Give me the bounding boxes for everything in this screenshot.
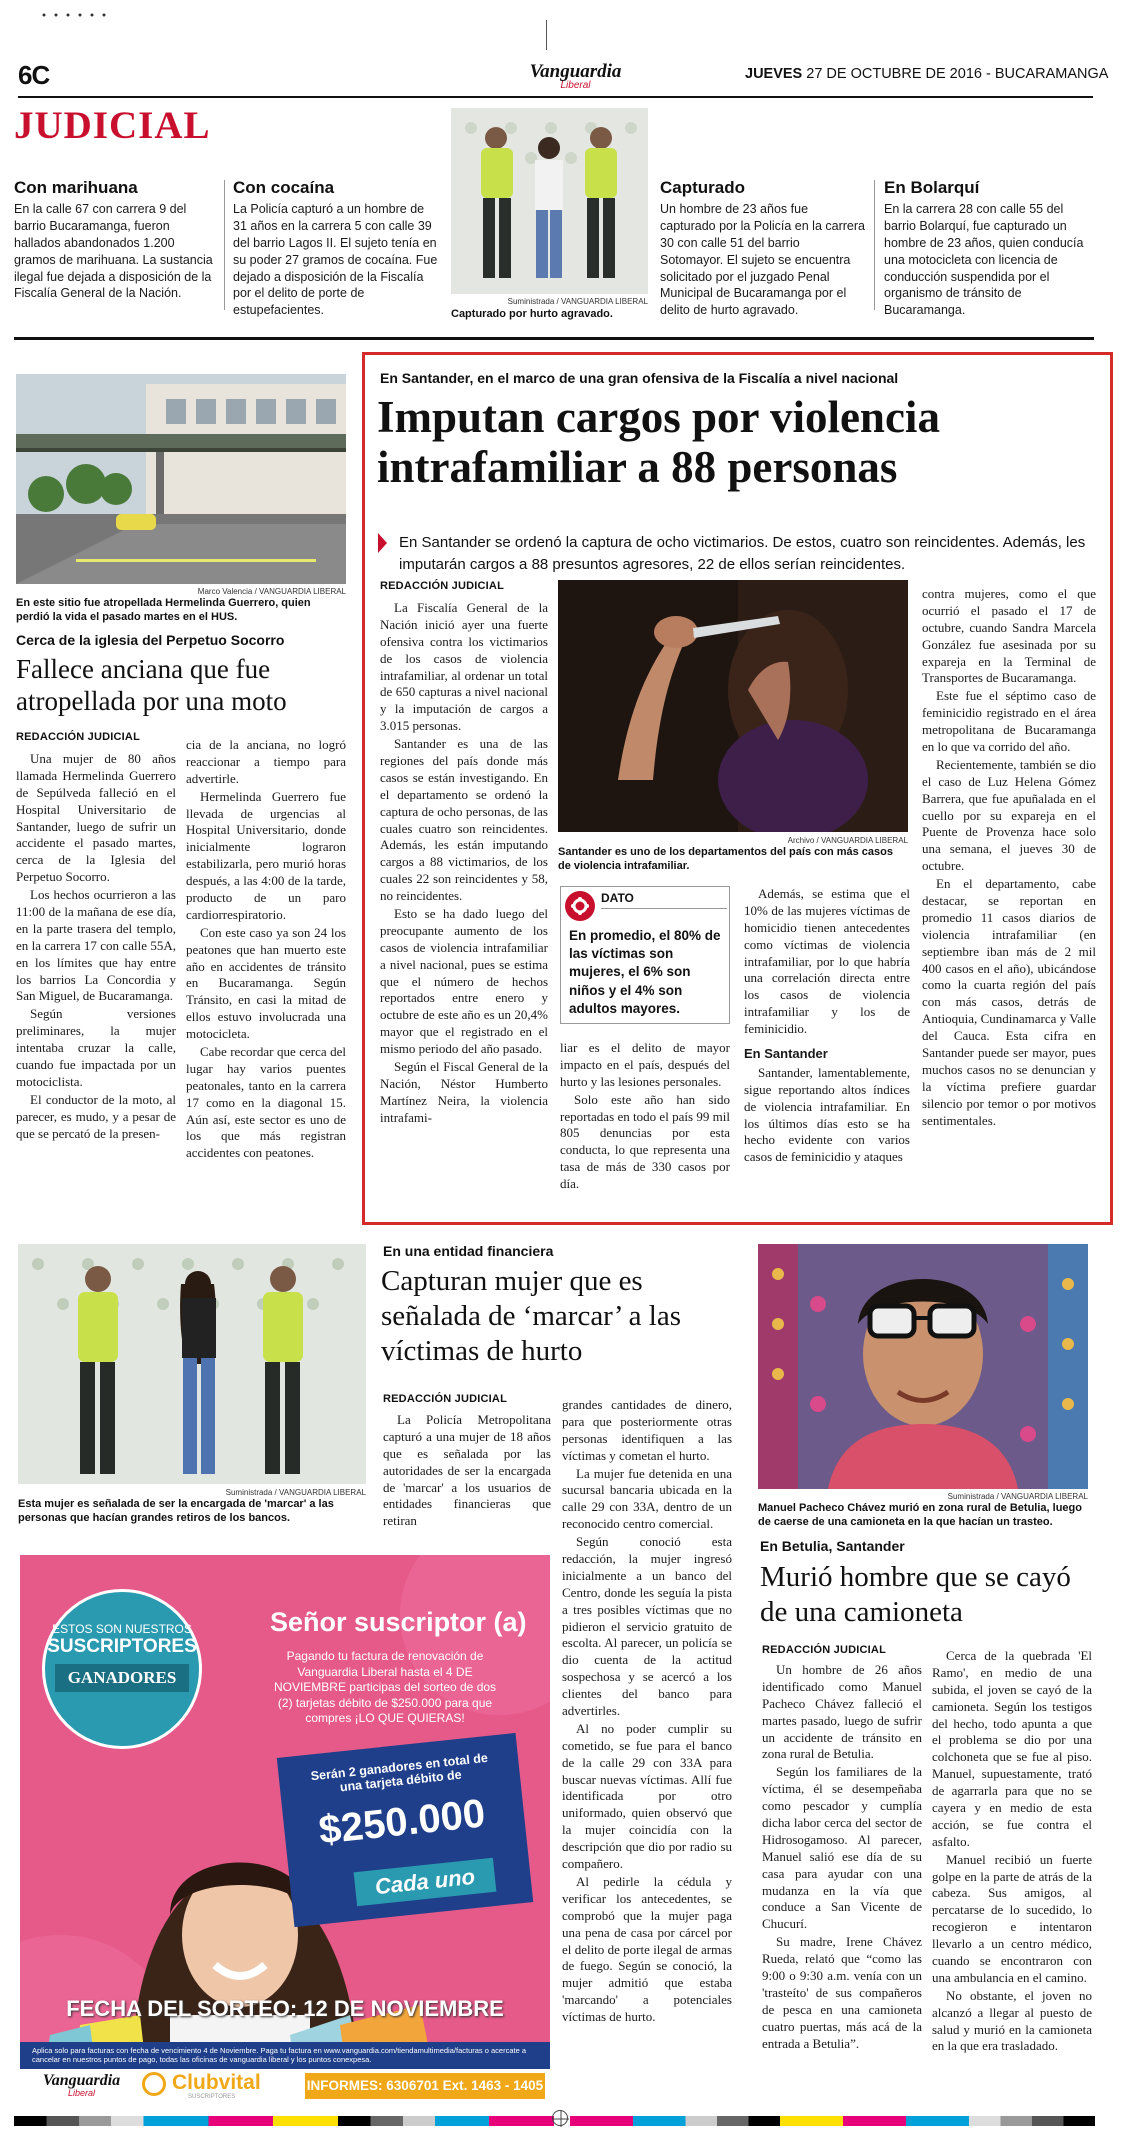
date-line bbox=[745, 66, 1108, 82]
photo-caption: En este sitio fue atropellada Hermelinda Guerrero, quien perdió la vida el pasado martes en el HUS. bbox=[16, 597, 311, 623]
photo-credit: Archivo / VANGUARDIA LIBERAL bbox=[787, 836, 908, 845]
subhead: En Santander bbox=[744, 1046, 828, 1062]
main-headline bbox=[377, 392, 1097, 493]
vanguardia-logo: Vanguardia Liberal bbox=[42, 2072, 121, 2098]
crosshair-mark bbox=[552, 2110, 568, 2126]
brief-text: En la carrera 28 con calle 55 del barrio Bolarquí, fue capturado un hombre de 23 años, quien conducía una motocicleta con licencia de conducción suspendida por el organismo de tránsito de Bucaramanga. bbox=[884, 202, 1084, 318]
draw-date: FECHA DEL SORTEO: 12 DE NOVIEMBRE bbox=[66, 1996, 504, 2021]
paragraph: Al no poder cumplir su cometido, se fue para el banco de la calle 29 con 33A para buscar nuevas víctimas. Allí fue identificada por otro uniformado, quien observó que la mujer coincidía con la descripción que dio por radio su compañero. bbox=[562, 1720, 732, 1872]
column-divider bbox=[224, 180, 225, 310]
theft-column-2 bbox=[562, 1397, 732, 2027]
photo-credit: Suministrada / VANGUARDIA LIBERAL bbox=[225, 1488, 366, 1497]
color-registration-bar bbox=[570, 2116, 1095, 2126]
story-byline: REDACCIÓN JUDICIAL bbox=[16, 731, 140, 743]
theft-column-1 bbox=[383, 1412, 551, 1531]
brief-capturado bbox=[660, 178, 865, 319]
paragraph: Solo este año han sido reportadas en todo el país 99 mil 805 denuncias por esta conducta, lo que representa una tasa de más de 330 casos por día. bbox=[560, 1091, 730, 1192]
prize-each: Cada uno bbox=[354, 1858, 497, 1906]
brief-title: Capturado bbox=[660, 178, 745, 197]
main-column-2 bbox=[560, 1040, 730, 1194]
paragraph: En el departamento, cabe destacar, se reportan en promedio 11 casos diarios de violencia intrafamiliar (en septiembre iban más de 2 mil 400 casos en el año), ubicándose como la cuarta región del país con más casos, detrás de Antioquia, Cundinamarca y Valle del Cauca. Esta cifra en Santander puede ser mayor, pues muchos casos no se denuncian y la víctima prefiere guardar silencio por temor o por motivos sentimentales. bbox=[922, 876, 1096, 1128]
photo-caption: Santander es uno de los departamentos del país con más casos de violencia intrafamiliar. bbox=[558, 846, 893, 872]
paragraph: La Fiscalía General de la Nación inició ayer una fuerte ofensiva contra los victimarios de los casos de violencia intrafamiliar, al ordenar un total de 650 capturas a nivel nacional y la imputación de cargos a 3.015 personas. bbox=[380, 600, 548, 734]
paragraph: Los hechos ocurrieron a las 11:00 de la mañana de ese día, en la parte trasera del templo, en la carrera 17 con calle 55A, en los límites que hay entre los barrios La Concordia y San Miguel, de Bucaramanga. bbox=[16, 887, 176, 1004]
crop-mark bbox=[546, 20, 547, 50]
paragraph: Su madre, Irene Chávez Rueda, relató que “como las 9:00 o 9:30 a.m. venía con un 'trasteíto' de sus compañeros de pesca en una camioneta cuatro puertas, más acá de la entrada a Betulia”. bbox=[762, 1934, 922, 2051]
paragraph: grandes cantidades de dinero, para que posteriormente otras personas identifiquen a las víctimas y cometan el hurto. bbox=[562, 1397, 732, 1463]
paragraph: Cerca de la quebrada 'El Ramo', en medio de una subida, el joven se cayó de la camioneta. Según los testigos del hecho, todo apunta a que el problema se dio por una colchoneta que se fue al piso. Manuel, supuestamente, trató de agarrarla para que no se cayera y en medio de esta acción, se fue contra el asfalto. bbox=[932, 1648, 1092, 1849]
section-title: JUDICIAL bbox=[14, 104, 211, 147]
photo-credit: Suministrada / VANGUARDIA LIBERAL bbox=[947, 1492, 1088, 1501]
clubvital-name: Clubvital bbox=[172, 2071, 261, 2094]
dato-icon bbox=[565, 891, 595, 921]
photo-capturado bbox=[451, 108, 648, 294]
date-day: JUEVES bbox=[745, 66, 803, 82]
main-column-4 bbox=[922, 586, 1096, 1131]
story-column-2 bbox=[186, 737, 346, 1163]
paragraph: Hermelinda Guerrero fue llevada de urgencias al Hospital Universitario, donde inicialmente lograron estabilizarla, pero murió horas después, a las 4:00 de la tarde, producto de un paro cardiorrespiratorio. bbox=[186, 788, 346, 922]
paragraph: Al pedirle la cédula y verificar los antecedentes, se comprobó que la mujer paga una pena de casa por cárcel por el delito de porte ilegal de armas de fuego. Según se conoció, la mujer admitió que estaba 'marcando' a potenciales víctimas de hurto. bbox=[562, 1873, 732, 2025]
betulia-headline: Murió hombre que se cayó de una camioneta bbox=[760, 1561, 1071, 1628]
photo-credit: Marco Valencia / VANGUARDIA LIBERAL bbox=[197, 587, 346, 596]
ad-title: Señor suscriptor (a) bbox=[270, 1607, 527, 1637]
betulia-column-1 bbox=[762, 1662, 922, 2053]
betulia-kicker: En Betulia, Santander bbox=[760, 1538, 905, 1554]
photo-violencia bbox=[558, 580, 908, 832]
main-byline: REDACCIÓN JUDICIAL bbox=[380, 580, 504, 592]
main-kicker: En Santander, en el marco de una gran ofensiva de la Fiscalía a nivel nacional bbox=[380, 370, 899, 386]
story-headline: Fallece anciana que fue atropellada por una moto bbox=[16, 654, 287, 716]
ad-footer bbox=[20, 2069, 550, 2103]
paragraph: Según los familiares de la víctima, él se desempeñaba como pescador y cumplía dicha labor cerca del sector de Hidrosogamoso. Al parecer, Manuel salió ese día de su casa para ayudar con una mudanza en la vía que conduce a San Vicente de Chucurí. bbox=[762, 1764, 922, 1932]
paragraph: El conductor de la moto, al parecer, es mudo, y a pesar de que se percató de la presen- bbox=[16, 1091, 176, 1141]
headline-line: Imputan cargos por violencia bbox=[377, 392, 940, 442]
story-kicker: Cerca de la iglesia del Perpetuo Socorro bbox=[16, 632, 285, 648]
paragraph: Este fue el séptimo caso de feminicidio registrado en el área metropolitana de Bucaramanga en lo que va corrido del año. bbox=[922, 688, 1096, 755]
section-rule bbox=[14, 337, 1094, 340]
ad-contact: INFORMES: 6306701 Ext. 1463 - 1405 bbox=[305, 2073, 545, 2099]
paragraph: Según conoció esta redacción, la mujer ingresó inicialmente a un banco del Centro, donde les seguía la pista a tres posibles víctimas que no pidieron el servicio gratuito de escolta. Al parecer, un policía se dio cuenta de la actitud sospechosa y se acercó a los clientes del banco para advertirles. bbox=[562, 1534, 732, 1719]
paragraph: Un hombre de 26 años identificado como Manuel Pacheco Chávez falleció el martes pasado, luego de sufrir un accidente de tránsito en zona rural de Betulia. bbox=[762, 1662, 922, 1762]
badge-line: SUSCRIPTORES bbox=[47, 1636, 197, 1657]
paragraph: Manuel recibió un fuerte golpe en la parte de atrás de la cabeza. Sus amigos, al percatarse de lo sucedido, lo recogieron e intentaron llevarlo a un centro médico, cuando se encontraron con una ambulancia en el camino. bbox=[932, 1851, 1092, 1985]
brief-text: La Policía capturó a un hombre de 31 años en la carrera 5 con calle 39 del barrio Lagos II. El sujeto tenía en su poder 27 gramos de cocaína. Fue dejado a disposición de la Fiscalía por el delito de porte de estupefacientes. bbox=[233, 202, 438, 318]
clubvital-sub: SUSCRIPTORES bbox=[188, 2094, 236, 2100]
dato-box bbox=[560, 886, 730, 1024]
subscriber-ad[interactable] bbox=[20, 1555, 550, 2103]
paragraph: Según versiones preliminares, la mujer intentaba cruzar la calle, cuando fue impactada por un motociclista. bbox=[16, 1006, 176, 1089]
photo-caption: Esta mujer es señalada de ser la encargada de 'marcar' a las personas que hacían grandes retiros de los bancos. bbox=[18, 1498, 334, 1524]
paragraph: La Policía Metropolitana capturó a una mujer de 18 años que es señalada por las autoridades de ser la encargada de 'marcar' a los usuarios de entidades financieras que retiran bbox=[383, 1412, 551, 1529]
dato-text: En promedio, el 80% de las víctimas son mujeres, el 6% son niños y el 4% son adultos mayores. bbox=[569, 928, 721, 1016]
clubvital-icon bbox=[142, 2072, 166, 2096]
brief-text: En la calle 67 con carrera 9 del barrio Bucaramanga, fueron hallados abandonados 1.200 gramos de marihuana. La sustancia ilegal fue dejada a disposición de la Fiscalía General de la Nación. bbox=[14, 202, 213, 301]
prize-line: Serán 2 ganadores en total de una tarjeta débito de bbox=[310, 1750, 489, 1795]
prize-amount: $250.000 bbox=[316, 1791, 488, 1853]
paragraph: Con este caso ya son 24 los peatones que han muerto este año en accidentes de tránsito en Bucaramanga. Según Tránsito, en casi la mitad de ellos estuvo involucrada una motocicleta. bbox=[186, 924, 346, 1042]
paragraph: liar es el delito de mayor impacto en el país, después del hurto y las lesiones personales. bbox=[560, 1040, 730, 1089]
paragraph: Cabe recordar que cerca del lugar hay varios puentes peatonales, tanto en la carrera 17 como en la diagonal 15. Aún así, este sector es uno de los que más registran accidentes con peatones. bbox=[186, 1044, 346, 1161]
paragraph: Una mujer de 80 años llamada Hermelinda Guerrero de Sepúlveda falleció en el Hospital Universitario de Santander, luego de sufrir un accidente el pasado martes, cerca de la Iglesia del Perpetuo Socorro. bbox=[16, 751, 176, 885]
paragraph: Esto se ha dado luego del preocupante aumento de los casos de violencia intrafamiliar a nivel nacional, pues se estima que el número de hechos reportados entre enero y octubre de este año es un 20,4% mayor que el registrado en el mismo periodo del año pasado. bbox=[380, 906, 548, 1057]
paragraph: Santander es una de las regiones del país donde más casos se están investigando. En el departamento se ordenó la captura de ocho personas, de las cuales cuatro son reincidentes. Además, les están imputando cargos a 88 victimarios, de los cuales 22 son reincidentes y 58, no reincidentes. bbox=[380, 736, 548, 904]
brief-cocaina bbox=[233, 178, 438, 319]
theft-headline: Capturan mujer que es señalada de ‘marcar’ a las víctimas de hurto bbox=[381, 1265, 682, 1367]
brief-marihuana bbox=[14, 178, 219, 302]
dato-label: DATO bbox=[601, 891, 727, 909]
photo-caption: Manuel Pacheco Chávez murió en zona rural de Betulia, luego de caerse de una camioneta en la que hacían un trasteo. bbox=[758, 1502, 1082, 1528]
photo-victima bbox=[758, 1244, 1088, 1489]
registration-dots bbox=[40, 6, 130, 14]
paragraph: Además, se estima que el 10% de las mujeres víctimas de homicidio tienen antecedentes como víctimas de violencia intrafamiliar, por lo que habría una correlación directa entre los casos de violencia intrafamiliar y los de feminicidio. bbox=[744, 886, 910, 1037]
masthead-logo: Vanguardia Liberal bbox=[529, 61, 622, 91]
paragraph: La mujer fue detenida en una sucursal bancaria ubicada en la calle 29 con 33A, dentro de un reconocido centro comercial. bbox=[562, 1465, 732, 1532]
paragraph: Según el Fiscal General de la Nación, Néstor Humberto Martínez Neira, la violencia intrafami- bbox=[380, 1059, 548, 1125]
paragraph: cia de la anciana, no logró reaccionar a tiempo para advertirle. bbox=[186, 737, 346, 786]
betulia-column-2 bbox=[932, 1648, 1092, 2056]
badge-line: GANADORES bbox=[55, 1664, 189, 1692]
main-lead: En Santander se ordenó la captura de ocho victimarios. De estos, cuatro son reincidentes. Además, les imputarán cargos a 88 presuntos agresores, 22 de ellos serían reincidentes. bbox=[399, 534, 1086, 573]
photo-street bbox=[16, 374, 346, 584]
paragraph: No obstante, el joven no alcanzó a llegar al puesto de salud y murió en la camioneta en la que era trasladado. bbox=[932, 1987, 1092, 2054]
color-registration-bar bbox=[14, 2116, 554, 2126]
betulia-byline: REDACCIÓN JUDICIAL bbox=[762, 1644, 886, 1656]
main-column-1 bbox=[380, 600, 548, 1128]
photo-credit: Suministrada / VANGUARDIA LIBERAL bbox=[507, 297, 648, 306]
theft-kicker: En una entidad financiera bbox=[383, 1243, 554, 1259]
ad-fine-print: Aplica solo para facturas con fecha de vencimiento 4 de Noviembre. Paga tu factura en www.vanguardia.com/tiendamultimedia/facturas o acercate a cancelar en nuestros puntos de pago, todas las oficinas de vanguardia liberal y los puntos conexpesa. bbox=[20, 2042, 550, 2069]
story-column-1 bbox=[16, 751, 176, 1143]
paragraph: Santander, lamentablemente, sigue reportando altos índices de violencia intrafamiliar. En los últimos días esto se ha hecho evidente con varios casos de feminicidio y ataques bbox=[744, 1064, 910, 1165]
headline-line: intrafamiliar a 88 personas bbox=[377, 442, 898, 493]
paragraph: Recientemente, también se dio el caso de Luz Helena Gómez Barrera, que fue apuñalada en el cuello por su expareja en el Puente de Provenza hace solo una semana, el jueves 30 de octubre. bbox=[922, 756, 1096, 874]
photo-caption: Capturado por hurto agravado. bbox=[451, 308, 613, 320]
ad-body: Pagando tu factura de renovación de Vanguardia Liberal hasta el 4 DE NOVIEMBRE participas del sorteo de dos (2) tarjetas débito de $250.000 para que compres ¡LO QUE QUIERAS! bbox=[273, 1649, 497, 1726]
winners-badge bbox=[42, 1589, 202, 1749]
badge-line: ESTOS SON NUESTROS bbox=[52, 1622, 192, 1636]
header-rule bbox=[18, 96, 1093, 98]
brief-text: Un hombre de 23 años fue capturado por la Policía en la carrera 30 con calle 51 del barrio Sotomayor. El sujeto se encuentra solicitado por el juzgado Penal Municipal de Bucaramanga por el delito de hurto agravado. bbox=[660, 202, 865, 318]
brief-bolarqui bbox=[884, 178, 1089, 319]
page-number: 6C bbox=[18, 60, 50, 90]
brief-title: En Bolarquí bbox=[884, 178, 980, 197]
main-column-3 bbox=[744, 886, 910, 1167]
date-rest: 27 DE OCTUBRE DE 2016 - BUCARAMANGA bbox=[806, 66, 1109, 82]
column-divider bbox=[874, 180, 875, 310]
paragraph: contra mujeres, como el que ocurrió el pasado el 17 de octubre, cuando Sandra Marcela González fue asesinada por su expareja en la Terminal de Transportes de Bucaramanga. bbox=[922, 586, 1096, 686]
photo-capturada bbox=[18, 1244, 366, 1484]
theft-byline: REDACCIÓN JUDICIAL bbox=[383, 1393, 507, 1405]
brief-title: Con marihuana bbox=[14, 178, 138, 197]
brief-title: Con cocaína bbox=[233, 178, 335, 197]
